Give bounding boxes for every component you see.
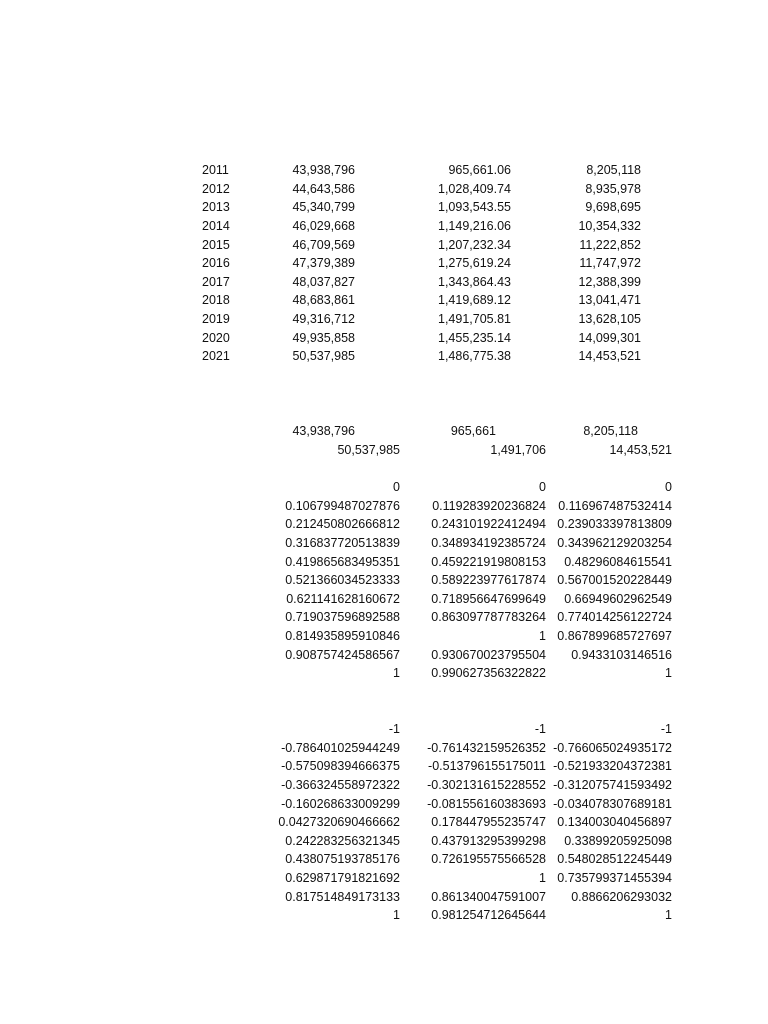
year-cell: 2012 xyxy=(202,181,230,196)
scaled-c-cell: 1 xyxy=(665,908,672,923)
normalized-c-cell: 0 xyxy=(665,480,672,494)
normalized-b-cell: 0 xyxy=(539,480,546,494)
normalized-b-cell: 0.718956647699649 xyxy=(431,591,546,606)
scaled-b-cell: 0.726195575566528 xyxy=(431,852,546,867)
table-row xyxy=(0,720,768,739)
normalized-c-cell: 0.343962129203254 xyxy=(557,535,672,550)
normalized-b-cell: 1 xyxy=(539,629,546,643)
table-row xyxy=(0,590,768,609)
value-a-cell: 43,938,796 xyxy=(292,163,355,177)
normalized-a-cell: 0.521366034523333 xyxy=(285,573,400,588)
scaled-b-cell: 0.178447955235747 xyxy=(431,815,546,830)
scaled-c-cell: 0.134003040456897 xyxy=(557,815,672,830)
max-b-cell: 1,491,706 xyxy=(490,442,546,457)
normalized-a-cell: 0.316837720513839 xyxy=(285,535,400,550)
table-row xyxy=(0,254,768,273)
table-row xyxy=(0,329,768,348)
normalized-table xyxy=(0,478,768,683)
year-cell: 2015 xyxy=(202,237,230,252)
scaled-c-cell: -0.034078307689181 xyxy=(553,796,672,811)
year-cell: 2019 xyxy=(202,312,230,326)
table-row xyxy=(0,180,768,199)
normalized-a-cell: 0.719037596892588 xyxy=(285,610,400,625)
scaled-a-cell: -1 xyxy=(388,722,400,736)
normalized-a-cell: 1 xyxy=(393,666,400,681)
scaled-b-cell: 0.981254712645644 xyxy=(431,908,546,923)
value-c-cell: 11,747,972 xyxy=(579,256,641,271)
value-a-cell: 45,340,799 xyxy=(292,200,355,215)
normalized-c-cell: 0.567001520228449 xyxy=(557,573,672,588)
scaled-a-cell: 0.817514849173133 xyxy=(285,889,400,904)
scaled-a-cell: -0.160268633009299 xyxy=(281,796,400,811)
value-a-cell: 49,935,858 xyxy=(292,330,355,345)
value-c-cell: 14,099,301 xyxy=(578,330,641,345)
scaled-b-cell: 0.437913295399298 xyxy=(431,833,546,848)
value-c-cell: 12,388,399 xyxy=(578,274,641,289)
scaled-a-cell: -0.366324558972322 xyxy=(281,777,400,792)
table-row xyxy=(0,534,768,553)
value-a-cell: 49,316,712 xyxy=(292,312,355,326)
normalized-a-cell: 0.908757424586567 xyxy=(285,647,400,662)
normalized-a-cell: 0 xyxy=(393,480,400,494)
normalized-b-cell: 0.863097787783264 xyxy=(431,610,546,625)
scaled-a-cell: 0.438075193785176 xyxy=(285,852,400,867)
normalized-b-cell: 0.930670023795504 xyxy=(431,647,546,662)
value-a-cell: 48,037,827 xyxy=(292,274,355,289)
table-row xyxy=(0,198,768,217)
table-row xyxy=(0,273,768,292)
value-b-cell: 965,661.06 xyxy=(448,163,511,177)
normalized-c-cell: 1 xyxy=(665,666,672,681)
value-c-cell: 8,205,118 xyxy=(586,163,641,177)
scaled-a-cell: -0.786401025944249 xyxy=(281,740,400,755)
normalized-b-cell: 0.348934192385724 xyxy=(431,535,546,550)
value-c-cell: 14,453,521 xyxy=(578,349,641,364)
value-a-cell: 47,379,389 xyxy=(292,256,355,271)
normalized-c-cell: 0.9433103146516 xyxy=(571,647,672,662)
table-row xyxy=(0,515,768,534)
normalized-a-cell: 0.106799487027876 xyxy=(285,498,400,513)
value-c-cell: 9,698,695 xyxy=(585,200,641,215)
scaled-a-cell: 1 xyxy=(393,908,400,923)
table-row xyxy=(0,217,768,236)
table-row xyxy=(0,161,768,180)
value-a-cell: 46,029,668 xyxy=(292,218,355,233)
year-cell: 2020 xyxy=(202,330,230,345)
min-row xyxy=(0,422,768,441)
value-b-cell: 1,275,619.24 xyxy=(438,256,511,271)
normalized-b-cell: 0.119283920236824 xyxy=(432,498,546,513)
min-max-block xyxy=(0,422,768,459)
value-a-cell: 44,643,586 xyxy=(292,181,355,196)
table-row xyxy=(0,888,768,907)
table-row xyxy=(0,627,768,646)
table-row xyxy=(0,291,768,310)
table-row xyxy=(0,664,768,683)
normalized-c-cell: 0.66949602962549 xyxy=(564,591,672,606)
raw-values-table xyxy=(0,161,768,366)
scaled-table xyxy=(0,720,768,925)
normalized-b-cell: 0.459221919808153 xyxy=(431,554,546,569)
min-a-cell: 43,938,796 xyxy=(292,424,355,438)
value-b-cell: 1,491,705.81 xyxy=(438,312,511,326)
scaled-c-cell: 0.33899205925098 xyxy=(564,833,672,848)
normalized-c-cell: 0.239033397813809 xyxy=(557,517,672,532)
value-b-cell: 1,455,235.14 xyxy=(438,330,511,345)
year-cell: 2017 xyxy=(202,274,230,289)
value-b-cell: 1,419,689.12 xyxy=(438,293,511,308)
normalized-a-cell: 0.419865683495351 xyxy=(285,554,400,569)
scaled-b-cell: -0.513796155175011 xyxy=(428,759,546,774)
value-a-cell: 48,683,861 xyxy=(292,293,355,308)
table-row xyxy=(0,478,768,497)
scaled-c-cell: 0.735799371455394 xyxy=(557,871,672,885)
value-c-cell: 13,041,471 xyxy=(578,293,641,308)
scaled-b-cell: -1 xyxy=(534,722,546,736)
year-cell: 2014 xyxy=(202,218,230,233)
value-b-cell: 1,486,775.38 xyxy=(438,349,511,364)
value-b-cell: 1,093,543.55 xyxy=(438,200,511,215)
max-c-cell: 14,453,521 xyxy=(609,442,672,457)
scaled-c-cell: -0.766065024935172 xyxy=(553,740,672,755)
table-row xyxy=(0,497,768,516)
scaled-c-cell: 0.548028512245449 xyxy=(557,852,672,867)
scaled-b-cell: -0.302131615228552 xyxy=(427,777,546,792)
scaled-c-cell: -0.521933204372381 xyxy=(553,759,672,774)
table-row xyxy=(0,310,768,329)
year-cell: 2016 xyxy=(202,256,230,271)
normalized-a-cell: 0.212450802666812 xyxy=(285,517,400,532)
normalized-b-cell: 0.243101922412494 xyxy=(431,517,546,532)
value-b-cell: 1,028,409.74 xyxy=(438,181,511,196)
scaled-a-cell: 0.0427320690466662 xyxy=(278,815,400,830)
table-row xyxy=(0,813,768,832)
scaled-c-cell: 0.8866206293032 xyxy=(571,889,672,904)
max-a-cell: 50,537,985 xyxy=(337,442,400,457)
normalized-c-cell: 0.774014256122724 xyxy=(557,610,672,625)
table-row xyxy=(0,906,768,925)
table-row xyxy=(0,850,768,869)
value-c-cell: 11,222,852 xyxy=(579,237,641,252)
value-c-cell: 10,354,332 xyxy=(578,218,641,233)
value-a-cell: 46,709,569 xyxy=(292,237,355,252)
table-row xyxy=(0,236,768,255)
normalized-a-cell: 0.621141628160672 xyxy=(286,591,400,606)
normalized-c-cell: 0.867899685727697 xyxy=(557,629,672,643)
table-row xyxy=(0,571,768,590)
normalized-c-cell: 0.116967487532414 xyxy=(558,498,672,513)
normalized-a-cell: 0.814935895910846 xyxy=(285,629,400,643)
value-b-cell: 1,343,864.43 xyxy=(438,274,511,289)
year-cell: 2013 xyxy=(202,200,230,215)
min-b-cell: 965,661 xyxy=(450,424,496,438)
table-row xyxy=(0,757,768,776)
scaled-b-cell: -0.081556160383693 xyxy=(427,796,546,811)
value-a-cell: 50,537,985 xyxy=(292,349,355,364)
value-c-cell: 8,935,978 xyxy=(585,181,641,196)
scaled-a-cell: 0.242283256321345 xyxy=(285,833,400,848)
scaled-c-cell: -0.312075741593492 xyxy=(553,777,672,792)
scaled-b-cell: 1 xyxy=(539,871,546,885)
year-cell: 2021 xyxy=(202,349,230,364)
scaled-c-cell: -1 xyxy=(660,722,672,736)
year-cell: 2011 xyxy=(202,163,229,177)
table-row xyxy=(0,646,768,665)
scaled-a-cell: -0.575098394666375 xyxy=(281,759,400,774)
max-row xyxy=(0,441,768,460)
year-cell: 2018 xyxy=(202,293,230,308)
scaled-a-cell: 0.629871791821692 xyxy=(285,871,400,885)
value-b-cell: 1,149,216.06 xyxy=(438,218,511,233)
table-row xyxy=(0,739,768,758)
table-row xyxy=(0,832,768,851)
normalized-c-cell: 0.48296084615541 xyxy=(564,554,672,569)
scaled-b-cell: 0.861340047591007 xyxy=(431,889,546,904)
normalized-b-cell: 0.589223977617874 xyxy=(431,573,546,588)
table-row xyxy=(0,776,768,795)
value-c-cell: 13,628,105 xyxy=(578,312,641,326)
table-row xyxy=(0,869,768,888)
normalized-b-cell: 0.990627356322822 xyxy=(431,666,546,681)
min-c-cell: 8,205,118 xyxy=(583,424,638,438)
table-row xyxy=(0,553,768,572)
table-row xyxy=(0,608,768,627)
scaled-b-cell: -0.761432159526352 xyxy=(427,740,546,755)
value-b-cell: 1,207,232.34 xyxy=(438,237,511,252)
table-row xyxy=(0,347,768,366)
table-row xyxy=(0,795,768,814)
